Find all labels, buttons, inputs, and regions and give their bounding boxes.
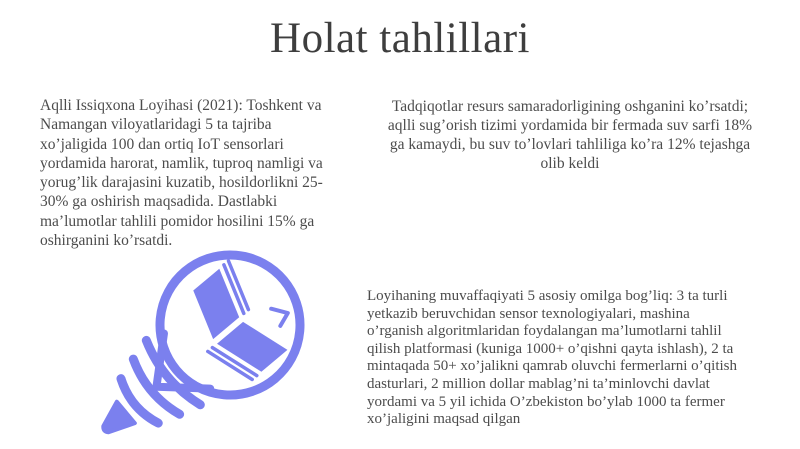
page-title: Holat tahlillari (270, 15, 530, 62)
book-flipping-page (268, 302, 291, 326)
book-lightbulb-icon (86, 240, 336, 449)
bulb-base-stripe (141, 340, 200, 409)
paragraph-greenhouse-project: Aqlli Issiqxona Loyihasi (2021): Toshkent va Namangan viloyatlaridagi 5 ta tajriba xo’jaligida 100 dan ortiq IoT sensorlari yordamida harorat, namlik, tuproq namligi va yorug’lik darajasini kuzatib, hosildorlikni 25-30% ga oshirish maqsadida. Dastlabki ma’lumotlar tahlili pomidor hosilini 15% ga oshirganini ko’rsatdi. (40, 97, 323, 250)
paragraph-resource-efficiency: Tadqiqotlar resurs samaradorligining oshganini ko’rsatdi; aqlli sug’orish tizimi yordamida bir fermada suv sarfi 18% ga kamaydi, bu suv to’lovlari tahliliga ko’ra 12% tejashga olib keldi (387, 98, 753, 172)
bulb-base-tip (95, 402, 134, 441)
paragraph-success-factors: Loyihaning muvaffaqiyati 5 asosiy omilga bog’liq: 3 ta turli yetkazib beruvchidan sensor texnologiyalari, mashina o’rganish algoritmlaridan foydalangan ma’lumotlarni tahlil qilish platformasi (kuniga 1000+ o’qishni qayta ishlash), 2 ta mintaqada 50+ xo’jalikni qamrab oluvchi fermerlarni o’qitish dasturlari, 2 million dollar mablag’ni ta’minlovchi davlat yordami va 5 yil ichida O’zbekiston bo’ylab 1000 ta fermer xo’jaligini maqsad qilgan (367, 288, 738, 428)
